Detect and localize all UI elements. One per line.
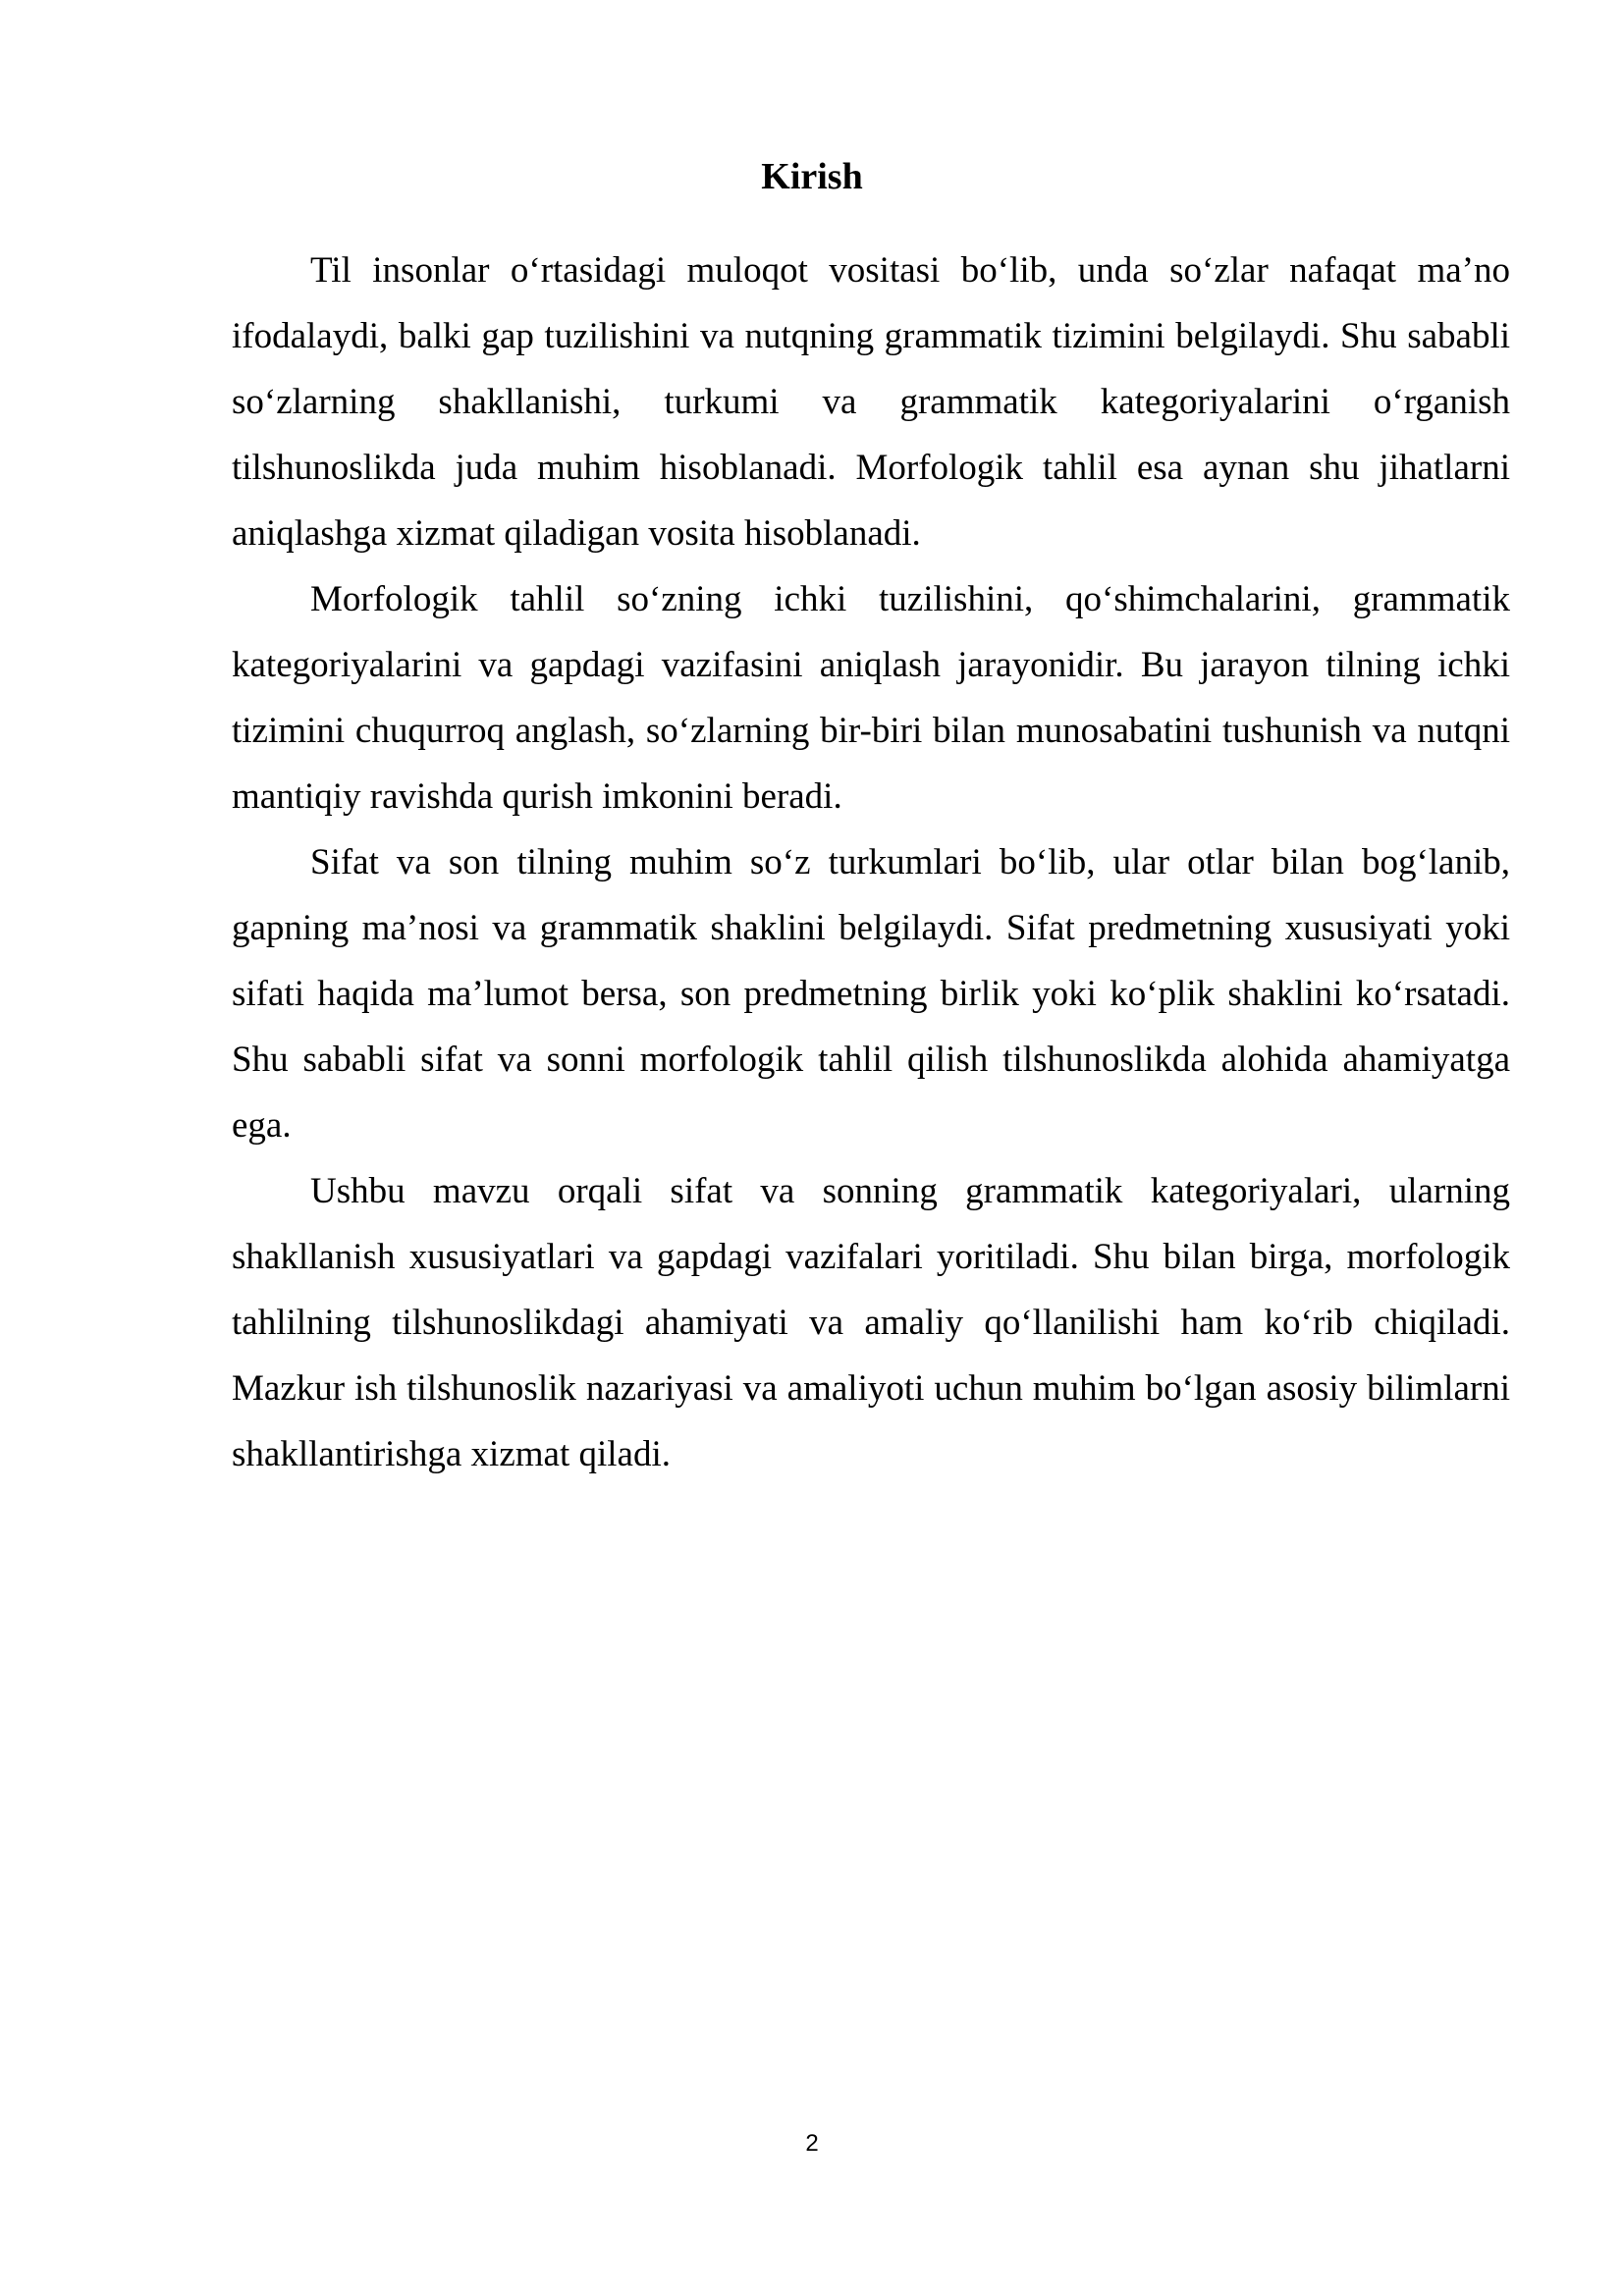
section-heading: Kirish xyxy=(761,156,863,197)
page-number: 2 xyxy=(805,2130,819,2157)
body-text xyxy=(232,238,1510,1487)
paragraph-4: Ushbu mavzu orqali sifat va sonning grammatik kategoriyalari, ularning shakllanish xususiyatlari va gapdagi vazifalari yoritiladi. Shu bilan birga, morfologik tahlilning tilshunoslikdagi ahamiyati va amaliy qo‘llanilishi ham ko‘rib chiqiladi. Mazkur ish tilshunoslik nazariyasi va amaliyoti uchun muhim bo‘lgan asosiy bilimlarni shakllantirishga xizmat qiladi. xyxy=(232,1171,1510,1474)
paragraph-3: Sifat va son tilning muhim so‘z turkumlari bo‘lib, ular otlar bilan bog‘lanib, gapning ma’nosi va grammatik shaklini belgilaydi. Sifat predmetning xususiyati yoki sifati haqida ma’lumot bersa, son predmetning birlik yoki ko‘plik shaklini ko‘rsatadi. Shu sababli sifat va sonni morfologik tahlil qilish tilshunoslikda alohida ahamiyatga ega. xyxy=(232,842,1510,1146)
paragraph-2: Morfologik tahlil so‘zning ichki tuzilishini, qo‘shimchalarini, grammatik kategoriyalarini va gapdagi vazifasini aniqlash jarayonidir. Bu jarayon tilning ichki tizimini chuqurroq anglash, so‘zlarning bir-biri bilan munosabatini tushunish va nutqni mantiqiy ravishda qurish imkonini beradi. xyxy=(232,579,1510,817)
paragraph-1: Til insonlar o‘rtasidagi muloqot vositasi bo‘lib, unda so‘zlar nafaqat ma’no ifodalaydi, balki gap tuzilishini va nutqning grammatik tizimini belgilaydi. Shu sababli so‘zlarning shakllanishi, turkumi va grammatik kategoriyalarini o‘rganish tilshunoslikda juda muhim hisoblanadi. Morfologik tahlil esa aynan shu jihatlarni aniqlashga xizmat qiladigan vosita hisoblanadi. xyxy=(232,250,1510,554)
